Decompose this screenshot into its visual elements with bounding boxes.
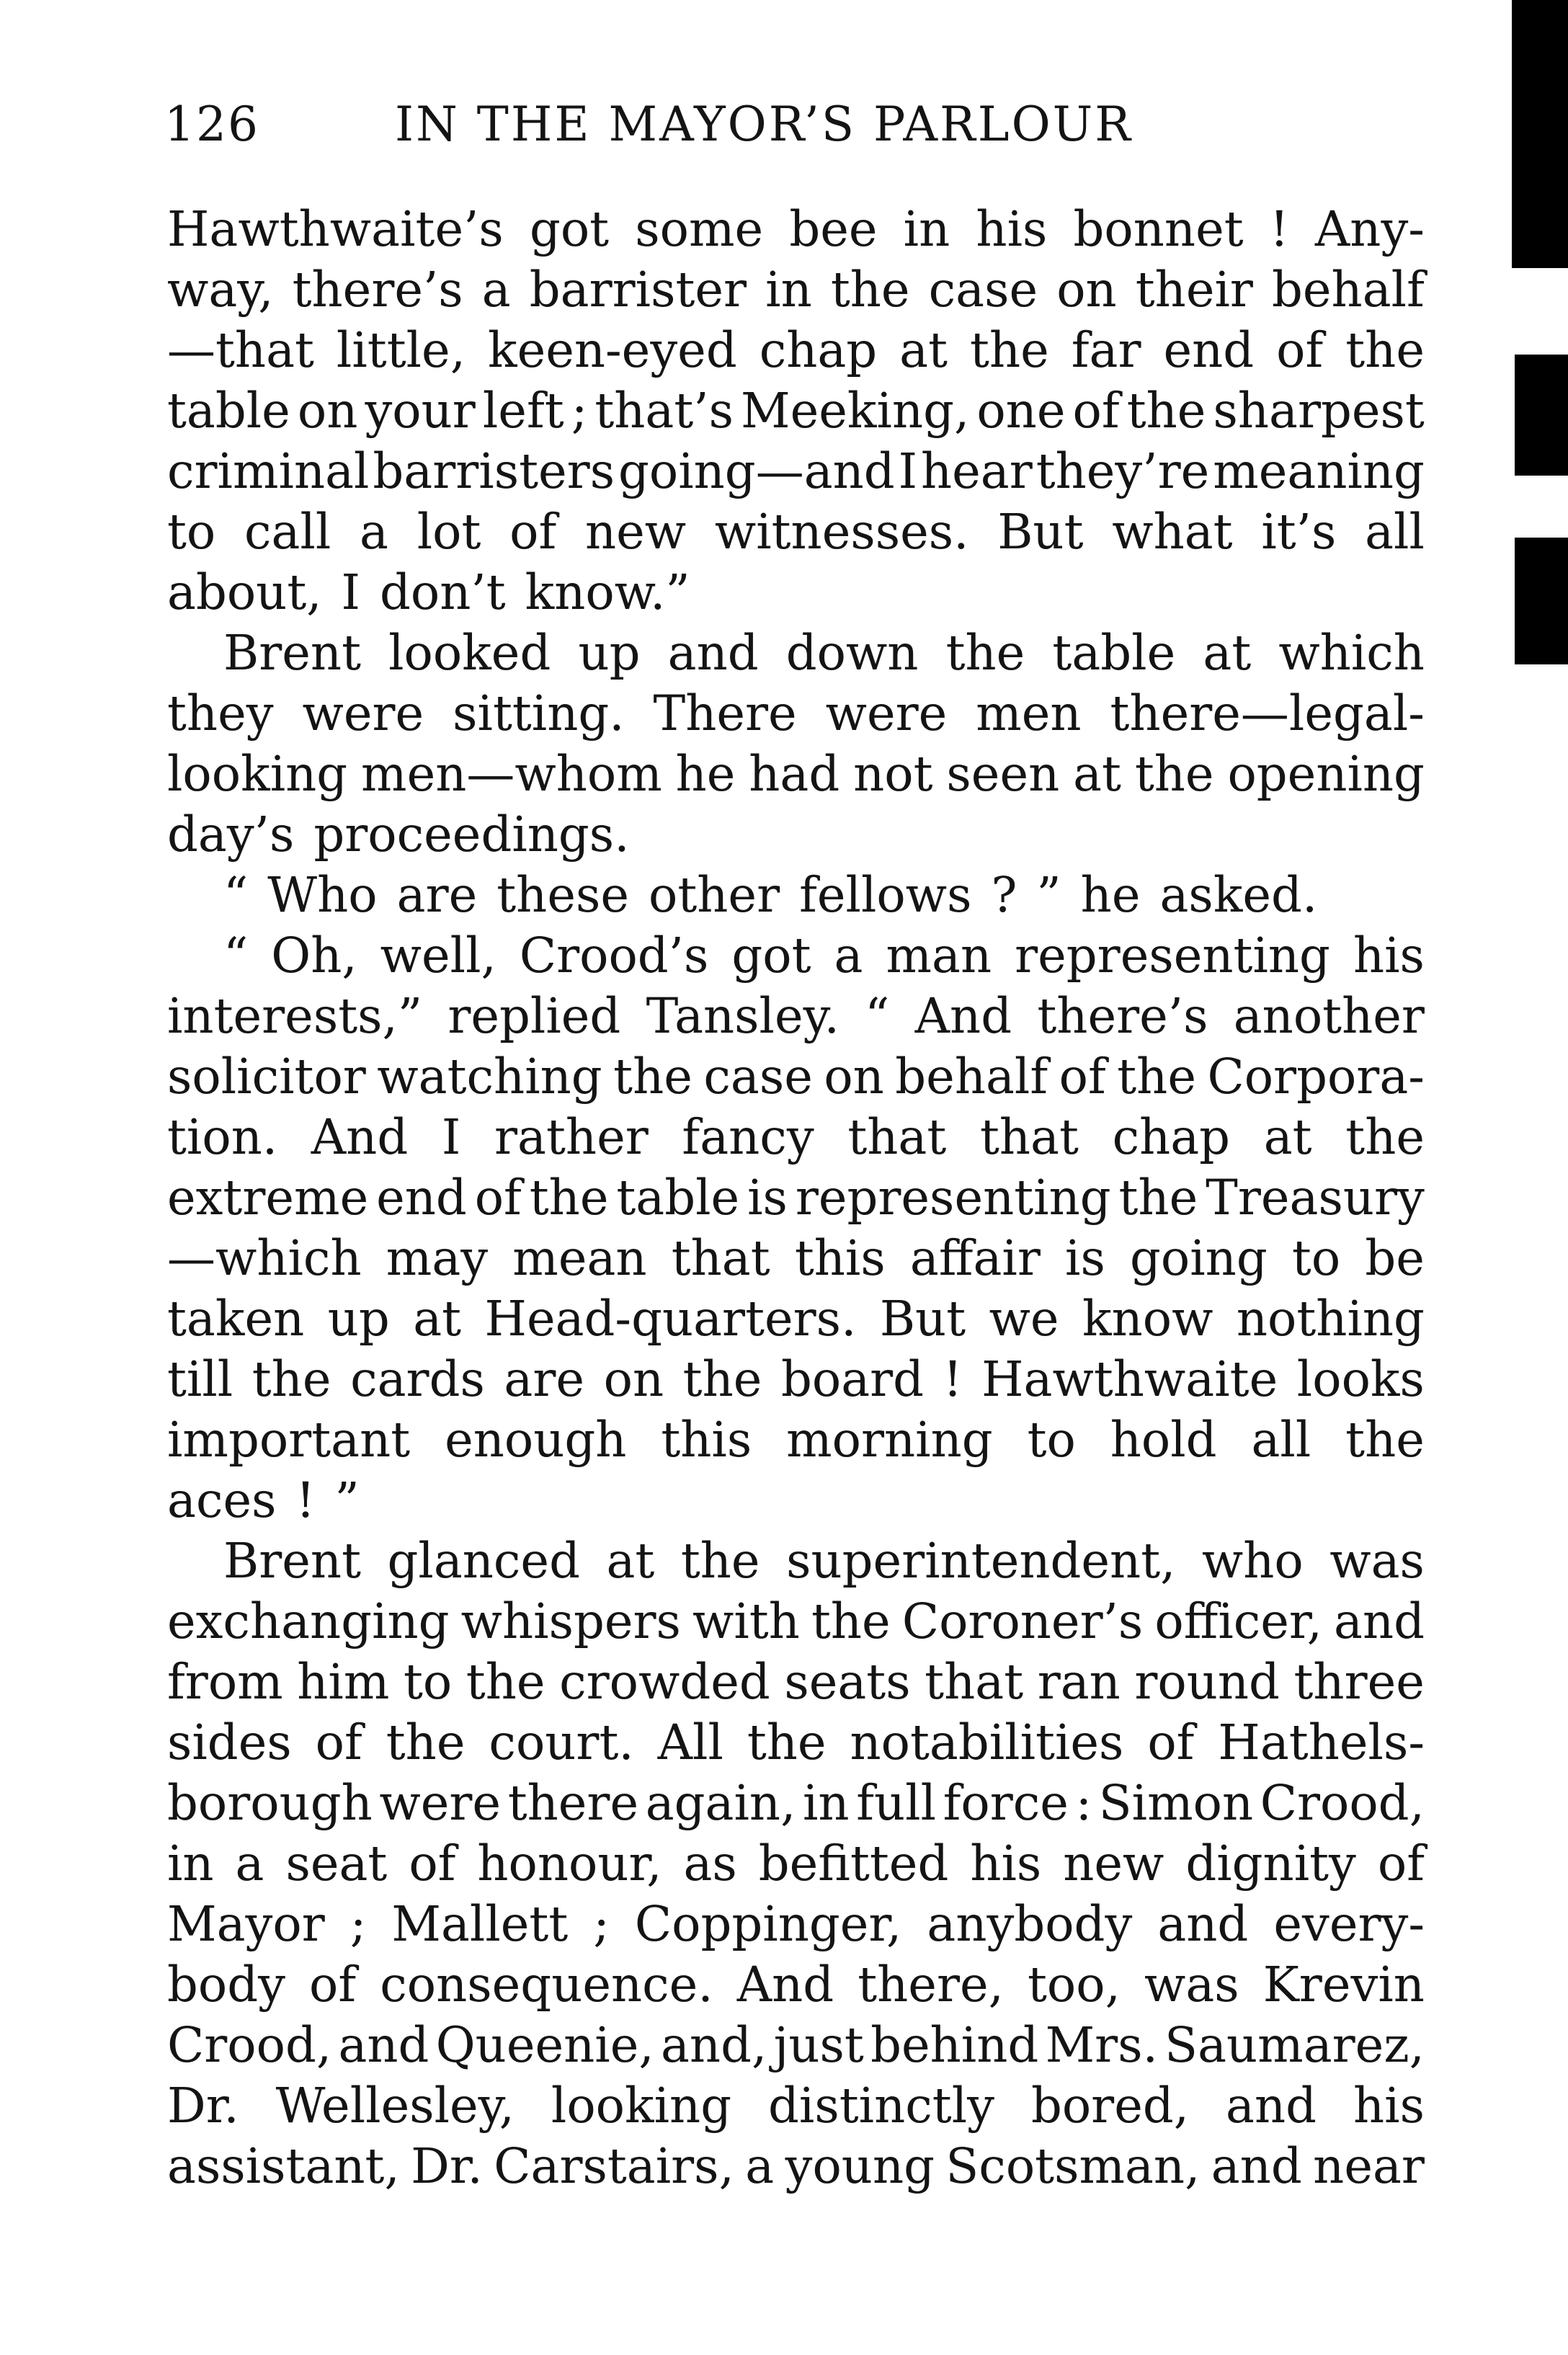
text-line: Brent glanced at the superintendent, who was xyxy=(223,1533,1425,1589)
scan-edge-mark-top xyxy=(1512,0,1568,268)
text-line: in a seat of honour, as befitted his new dignity of xyxy=(167,1835,1425,1892)
text-line: Mayor ; Mallett ; Coppinger, anybody and every- xyxy=(167,1896,1425,1952)
text-line: sides of the court. All the notabilities of Hathels- xyxy=(167,1714,1425,1771)
page-header xyxy=(164,92,1425,157)
body-text xyxy=(167,199,1425,2196)
text-line: way, there’s a barrister in the case on their behalf xyxy=(167,262,1425,318)
text-line: Crood, and Queenie, and, just behind Mrs. Saumarez, xyxy=(167,2017,1425,2073)
text-line: solicitor watching the case on behalf of the Corpora- xyxy=(167,1049,1425,1105)
text-line: about, I don’t know.” xyxy=(167,564,690,620)
text-line: taken up at Head-quarters. But we know nothing xyxy=(167,1291,1425,1347)
text-line: assistant, Dr. Carstairs, a young Scotsman, and near xyxy=(167,2138,1425,2194)
text-line: till the cards are on the board ! Hawthwaite looks xyxy=(167,1351,1425,1407)
text-line: interests,” replied Tansley. “ And there’s another xyxy=(167,988,1425,1044)
text-line: tion. And I rather fancy that that chap at the xyxy=(167,1109,1425,1165)
text-line: “ Who are these other fellows ? ” he asked. xyxy=(223,867,1318,923)
text-line: looking men—whom he had not seen at the opening xyxy=(167,746,1425,802)
text-line: to call a lot of new witnesses. But what it’s all xyxy=(167,504,1425,560)
text-line: “ Oh, well, Crood’s got a man representing his xyxy=(223,927,1425,984)
text-line: exchanging whispers with the Coroner’s officer, and xyxy=(167,1593,1425,1650)
text-line: table on your left ; that’s Meeking, one of the sharpest xyxy=(167,383,1425,439)
text-line: —that little, keen-eyed chap at the far end of the xyxy=(167,322,1425,378)
text-line: they were sitting. There were men there—legal- xyxy=(167,685,1425,742)
text-line: body of consequence. And there, too, was Krevin xyxy=(167,1956,1425,2013)
page-number: 126 xyxy=(164,97,259,152)
text-line: aces ! ” xyxy=(167,1472,360,1528)
text-line: Dr. Wellesley, looking distinctly bored, and his xyxy=(167,2078,1425,2134)
scan-edge-mark-middle xyxy=(1515,355,1568,476)
text-line: criminal barristers going—and I hear they’re meaning xyxy=(167,443,1425,499)
text-line: Hawthwaite’s got some bee in his bonnet ! Any- xyxy=(167,201,1425,257)
scan-edge-mark-bottom xyxy=(1515,538,1568,664)
text-line: from him to the crowded seats that ran round three xyxy=(167,1654,1425,1710)
text-line: —which may mean that this affair is going to be xyxy=(167,1230,1425,1286)
text-line: day’s proceedings. xyxy=(167,806,630,863)
running-head: IN THE MAYOR’S PARLOUR xyxy=(395,97,1133,152)
text-line: Brent looked up and down the table at which xyxy=(223,625,1425,681)
text-line: borough were there again, in full force : Simon Crood, xyxy=(167,1775,1425,1831)
text-line: extreme end of the table is representing the Treasury xyxy=(167,1170,1425,1226)
text-line: important enough this morning to hold all the xyxy=(167,1412,1425,1468)
